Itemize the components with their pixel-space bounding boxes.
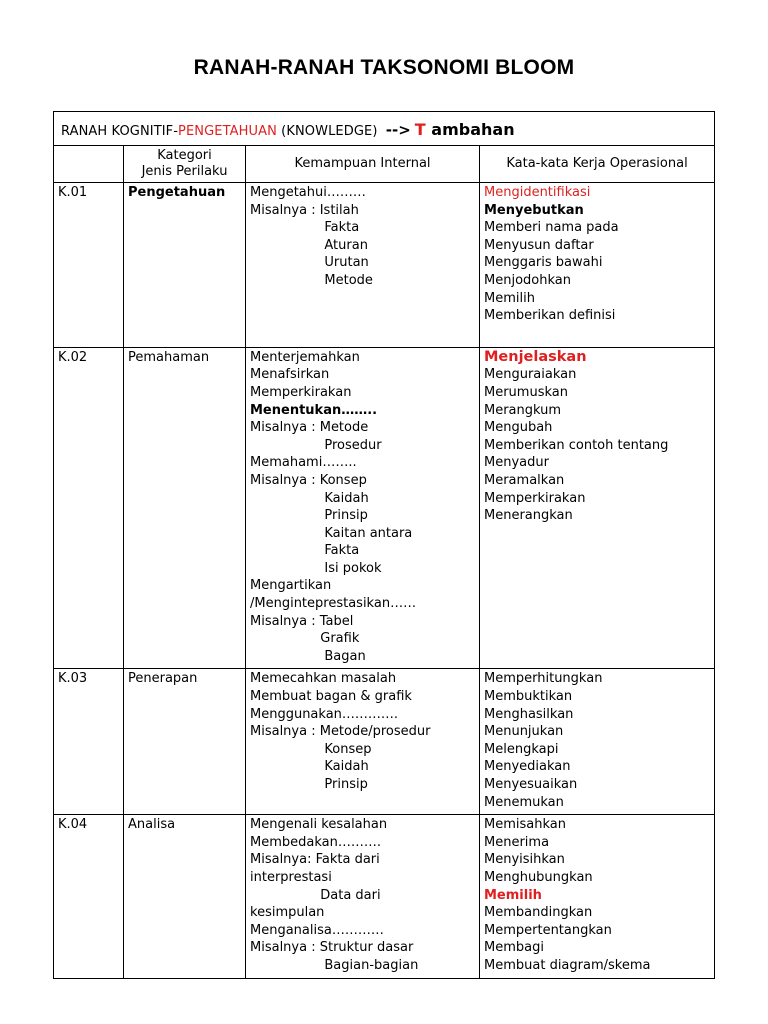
kemampuan-list	[246, 183, 480, 348]
verb-item: Menguraiakan	[484, 367, 577, 383]
kemampuan-item: Mengartikan	[250, 578, 332, 594]
verb-item: Menyadur	[484, 455, 549, 471]
verb-item: Menjodohkan	[484, 272, 571, 288]
kemampuan-item: Kaidah	[250, 490, 369, 506]
verb-item: Memperhitungkan	[484, 671, 603, 687]
kemampuan-item: Fakta	[250, 220, 360, 236]
verb-item: Menggaris bawahi	[484, 255, 603, 271]
table-row	[54, 669, 715, 815]
column-header-kemampuan: Kemampuan Internal	[246, 146, 480, 183]
page-title: RANAH-RANAH TAKSONOMI BLOOM	[193, 56, 575, 79]
verb-item: Membuktikan	[484, 689, 573, 705]
kemampuan-item: Memahami……..	[250, 455, 357, 471]
verb-item: Mengubah	[484, 420, 553, 436]
kemampuan-item: Misalnya : Metode/prosedur	[250, 724, 431, 740]
kemampuan-item: Misalnya : Istilah	[250, 202, 359, 218]
verb-item: Memberi nama pada	[484, 220, 619, 236]
verb-item: Menyisihkan	[484, 852, 565, 868]
kemampuan-list	[246, 347, 480, 669]
kemampuan-item: Grafik	[250, 631, 360, 647]
verb-item: Menunjukan	[484, 724, 564, 740]
kemampuan-item: Misalnya : Konsep	[250, 472, 367, 488]
kemampuan-item-bold: Menentukan……..	[250, 402, 378, 418]
kemampuan-item: Urutan	[250, 255, 369, 271]
kemampuan-item: Prinsip	[250, 508, 368, 524]
row-category: Penerapan	[128, 671, 198, 687]
kemampuan-item: Memecahkan masalah	[250, 671, 397, 687]
verb-item: Menghubungkan	[484, 869, 593, 885]
verb-item: Menemukan	[484, 794, 564, 810]
kemampuan-item: Misalnya: Fakta dari	[250, 852, 380, 868]
kemampuan-item: Fakta	[250, 543, 360, 559]
domain-header-prefix: RANAH KOGNITIF-	[61, 124, 179, 139]
row-category: Analisa	[128, 817, 176, 833]
column-header-kata-kerja: Kata-kata Kerja Operasional	[480, 146, 715, 183]
kemampuan-item: Misalnya : Metode	[250, 420, 369, 436]
verb-item: Menerima	[484, 834, 550, 850]
kemampuan-item: Prinsip	[250, 777, 368, 792]
kemampuan-item: Misalnya : Tabel	[250, 613, 354, 629]
kemampuan-item: Aturan	[250, 237, 368, 253]
table-row	[54, 815, 715, 978]
column-header-kategori-line1: Kategori	[157, 148, 212, 163]
row-code: K.01	[58, 185, 88, 200]
kemampuan-item: Data dari	[250, 887, 381, 903]
verb-item: Menghasilkan	[484, 706, 574, 722]
kemampuan-item: Membedakan……….	[250, 834, 381, 850]
verb-item: Merangkum	[484, 402, 562, 418]
table-row	[54, 183, 715, 348]
tambahan-rest: ambahan	[425, 120, 515, 139]
kemampuan-item: Isi pokok	[250, 560, 382, 576]
column-header-row	[54, 146, 715, 183]
verb-item: Membagi	[484, 940, 544, 956]
verb-item: Menyusun daftar	[484, 237, 594, 253]
kemampuan-item: Menafsirkan	[250, 367, 330, 383]
kemampuan-item: kesimpulan	[250, 905, 325, 921]
row-category: Pemahaman	[128, 349, 210, 365]
verb-item: Mempertentangkan	[484, 922, 612, 938]
verb-item-highlighted: Menjelaskan	[484, 348, 587, 365]
verb-item: Membuat diagram/skema	[484, 957, 651, 973]
verb-item: Memperkirakan	[484, 490, 586, 506]
verb-item: Merumuskan	[484, 384, 568, 400]
row-code: K.04	[58, 817, 88, 833]
kemampuan-item: Mengetahui………	[250, 185, 366, 200]
verb-item: Memberikan definisi	[484, 308, 616, 324]
row-code: K.02	[58, 349, 88, 365]
column-header-kategori-line2: Jenis Perilaku	[141, 164, 228, 179]
arrow-icon: -->	[385, 121, 411, 139]
kemampuan-item: Prosedur	[250, 437, 382, 453]
kemampuan-item: Memperkirakan	[250, 384, 352, 400]
kemampuan-item: Menterjemahkan	[250, 349, 360, 365]
kemampuan-item: Menggunakan………….	[250, 706, 399, 722]
domain-header-suffix: (KNOWLEDGE)	[276, 124, 382, 139]
spacer	[484, 325, 711, 344]
kemampuan-item: Bagian-bagian	[250, 957, 419, 973]
verb-list	[480, 347, 715, 669]
column-header-code	[54, 146, 124, 183]
domain-header-cell	[54, 112, 715, 146]
kemampuan-item: Bagan	[250, 648, 366, 664]
verb-item: Melengkapi	[484, 741, 559, 757]
verb-item-highlighted: Mengidentifikasi	[484, 185, 591, 200]
verb-item: Memisahkan	[484, 817, 566, 833]
table-header-row	[54, 112, 715, 146]
kemampuan-list	[246, 815, 480, 978]
verb-item: Menyediakan	[484, 759, 571, 775]
verb-list	[480, 183, 715, 348]
tambahan-first-letter: T	[414, 120, 426, 139]
verb-item: Menerangkan	[484, 508, 573, 524]
kemampuan-item: interprestasi	[250, 869, 332, 885]
kemampuan-item: Membuat bagan & grafik	[250, 689, 412, 705]
kemampuan-list	[246, 669, 480, 815]
kemampuan-item: /Menginteprestasikan……	[250, 596, 417, 612]
verb-item: Menyesuaikan	[484, 777, 578, 792]
verb-list	[480, 815, 715, 978]
verb-item-highlighted: Memilih	[484, 887, 542, 903]
kemampuan-item: Menganalisa…………	[250, 922, 384, 938]
verb-item: Memilih	[484, 290, 535, 306]
kemampuan-item: Konsep	[250, 741, 372, 757]
bloom-taxonomy-table	[53, 111, 715, 979]
table-row	[54, 347, 715, 669]
domain-header-highlight: PENGETAHUAN	[178, 124, 277, 139]
verb-item: Membandingkan	[484, 905, 593, 921]
row-category: Pengetahuan	[128, 185, 226, 200]
kemampuan-item: Kaitan antara	[250, 525, 413, 541]
verb-item-bold: Menyebutkan	[484, 202, 584, 218]
row-code: K.03	[58, 671, 88, 687]
kemampuan-item: Mengenali kesalahan	[250, 817, 388, 833]
verb-list	[480, 669, 715, 815]
column-header-kategori	[124, 146, 246, 183]
verb-item: Meramalkan	[484, 472, 565, 488]
verb-item: Memberikan contoh tentang	[484, 437, 669, 453]
kemampuan-item: Kaidah	[250, 759, 369, 775]
kemampuan-item: Misalnya : Struktur dasar	[250, 940, 414, 956]
kemampuan-item: Metode	[250, 272, 373, 288]
